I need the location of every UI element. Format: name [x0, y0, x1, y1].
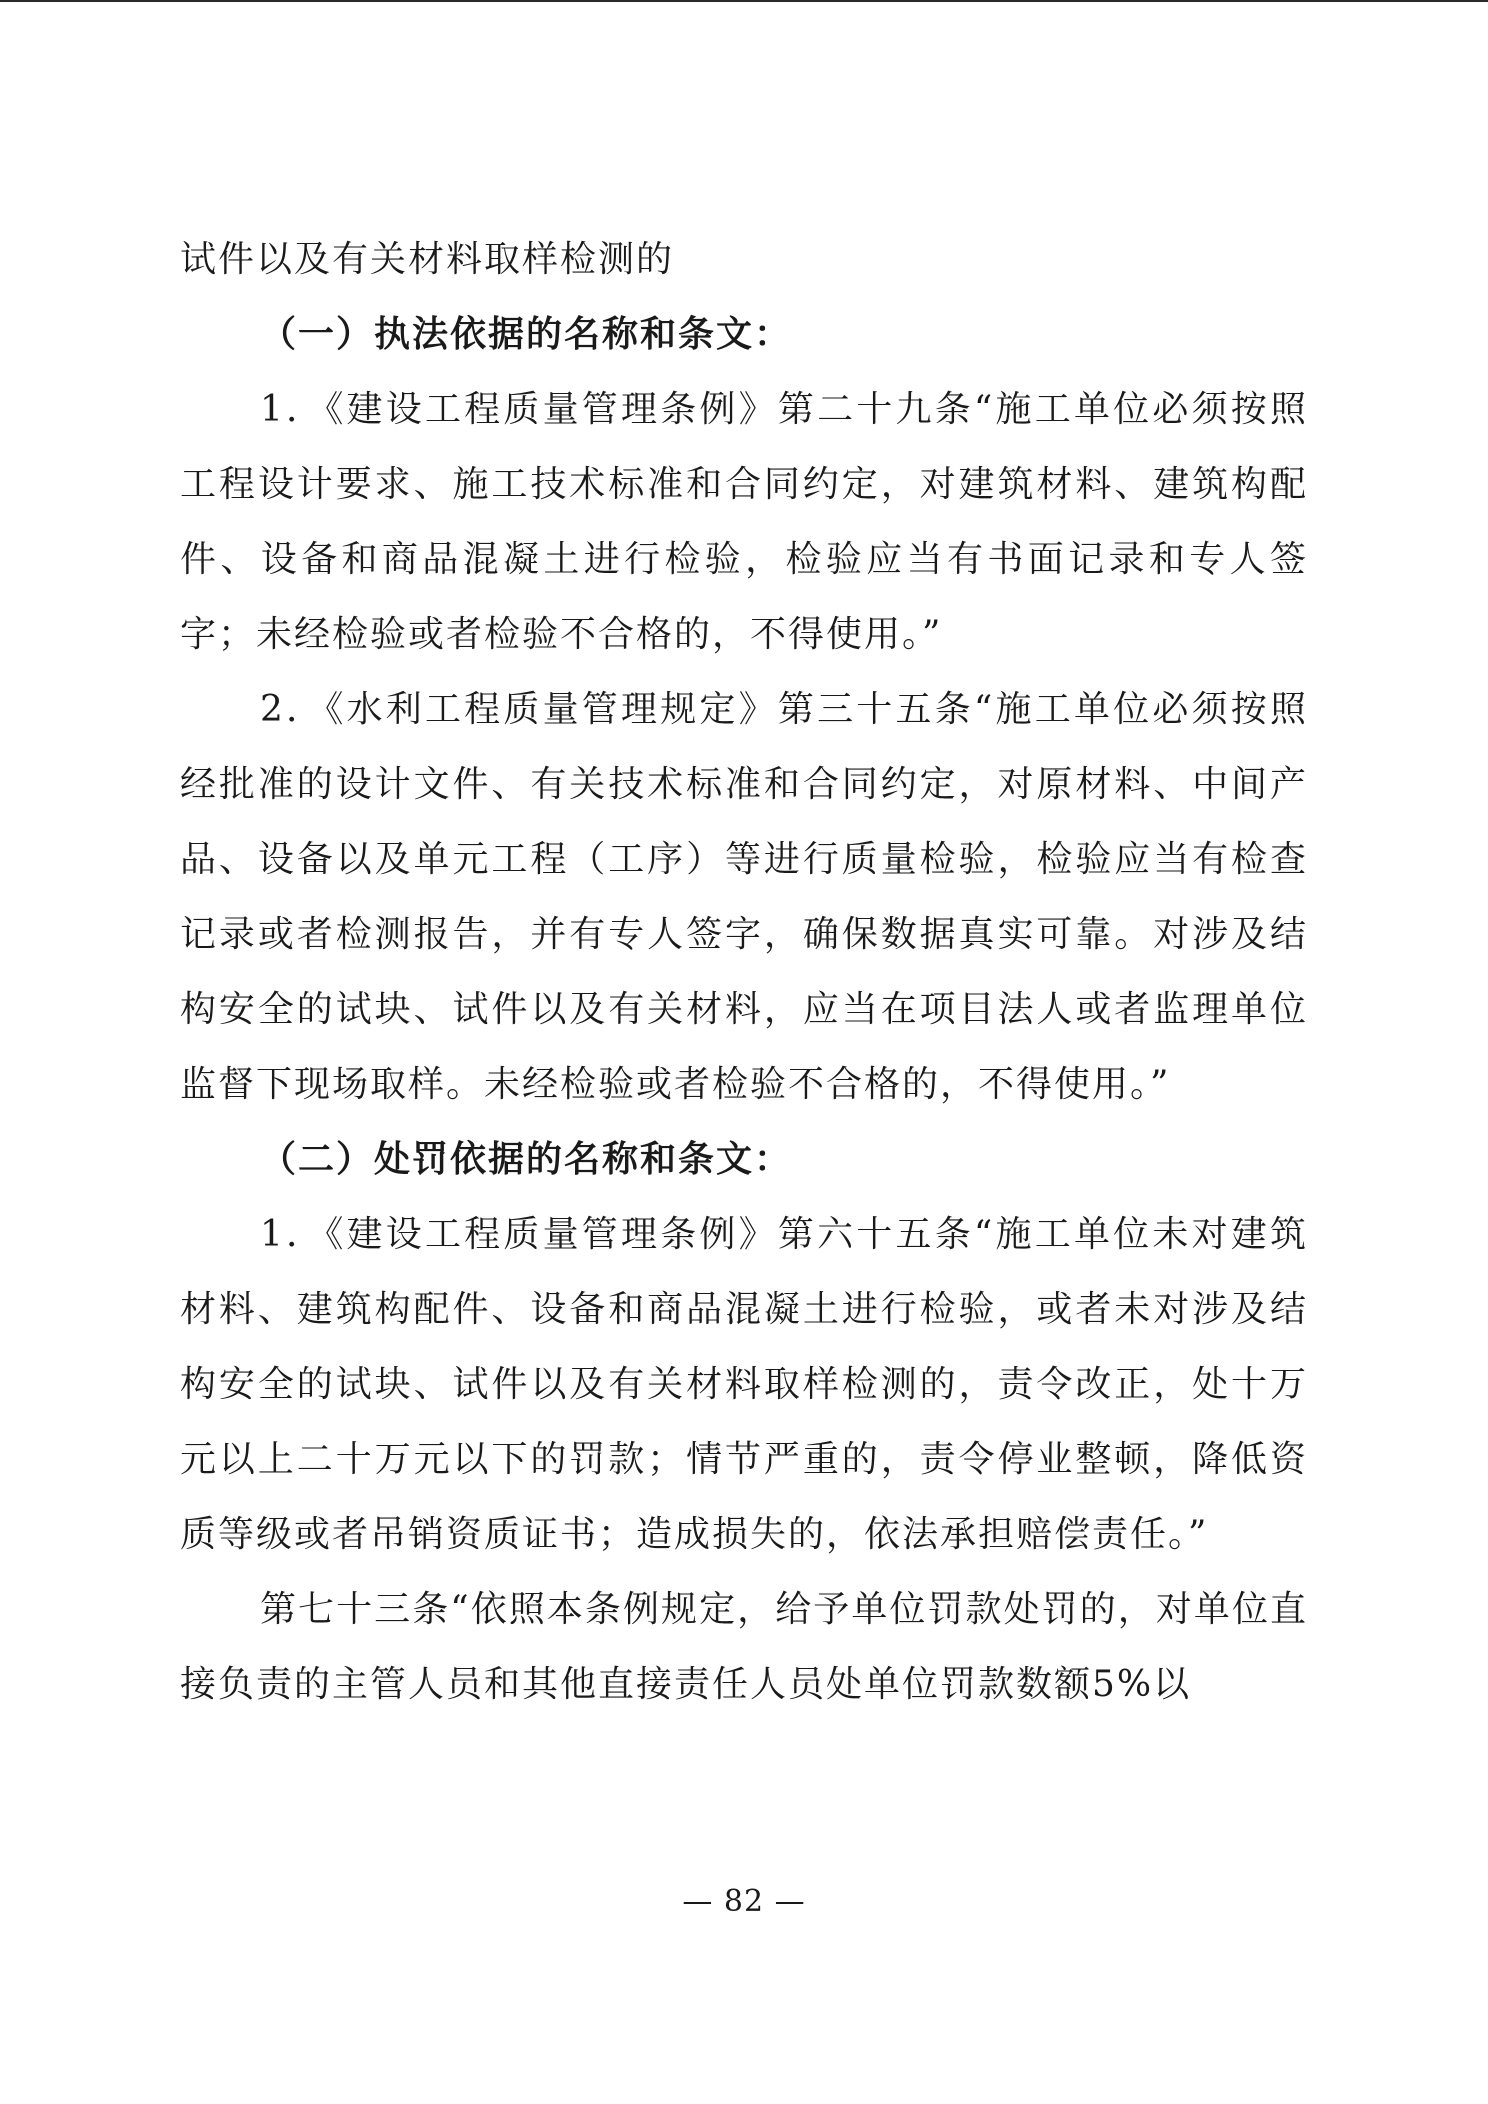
paragraph-construction-regulation-article-65: 1．《建设工程质量管理条例》第六十五条“施工单位未对建筑材料、建筑构配件、设备和商品混凝土进行检验，或者未对涉及结构安全的试块、试件以及有关材料取样检测的，责令改正，处十万元以上二十万元以下的罚款；情节严重的，责令停业整顿，降低资质等级或者吊销资质证书；造成损失的，依法承担赔偿责任。” [180, 1214, 1308, 1555]
top-border-line [0, 0, 1488, 2]
section-heading-enforcement-basis: （一）执法依据的名称和条文： [260, 313, 793, 355]
document-body [180, 222, 1308, 1722]
paragraph-construction-regulation-article-29: 1．《建设工程质量管理条例》第二十九条“施工单位必须按照工程设计要求、施工技术标准和合同约定，对建筑材料、建筑构配件、设备和商品混凝土进行检验，检验应当有书面记录和专人签字；未经检验或者检验不合格的，不得使用。” [180, 389, 1308, 655]
paragraph-water-conservancy-article-35: 2．《水利工程质量管理规定》第三十五条“施工单位必须按照经批准的设计文件、有关技术标准和合同约定，对原材料、中间产品、设备以及单元工程（工序）等进行质量检验，检验应当有检查记录或者检测报告，并有专人签字，确保数据真实可靠。对涉及结构安全的试块、试件以及有关材料，应当在项目法人或者监理单位监督下现场取样。未经检验或者检验不合格的，不得使用。” [180, 689, 1308, 1105]
paragraph-article-73: 第七十三条“依照本条例规定，给予单位罚款处罚的，对单位直接负责的主管人员和其他直接责任人员处单位罚款数额5%以 [180, 1589, 1308, 1705]
section-heading-penalty-basis: （二）处罚依据的名称和条文： [260, 1138, 793, 1180]
page-number: — 82 — [682, 1884, 806, 1919]
paragraph-continuation: 试件以及有关材料取样检测的 [180, 239, 675, 280]
